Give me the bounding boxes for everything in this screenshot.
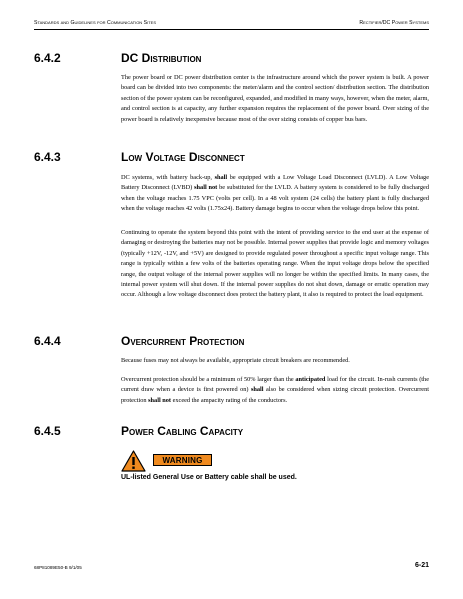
section-title: Overcurrent Protection [121, 334, 245, 348]
emphasis-anticipated: anticipated [295, 376, 326, 383]
section-number: 6.4.3 [34, 150, 61, 164]
header-right-title: Rectifier/DC Power Systems [359, 20, 429, 26]
warning-triangle-icon [121, 450, 146, 472]
warning-text: UL-listed General Use or Battery cable shall be used. [121, 474, 297, 481]
paragraph: DC systems, with battery back-up, shall be equipped with a Low Voltage Load Disconnect (LVLD). A Low Voltage Battery Disconnect (LVBD) shall not be substituted for the LVLD. A battery system is considered to be fully discharged when the voltage reaches 1.75 VPC (volts per cell). In a 48 volt system (24 cells) the battery plant is fully discharged when the voltage reaches 42 volts (1.75x24). Battery damage begins to occur when the voltage drops below this point. [121, 174, 430, 213]
section-title: DC Distribution [121, 51, 202, 65]
emphasis-shall: shall [250, 386, 264, 394]
header-rule [34, 29, 429, 30]
section-title: Power Cabling Capacity [121, 424, 244, 438]
footer-document-id: 68P81089E50-B 9/1/05 [34, 565, 82, 570]
paragraph: Continuing to operate the system beyond this point with the intent of providing service to the end user at the expense of damaging or destroying the batteries may not be possible. Internal power supplies that provide logic and memory voltages (typically +12V, -12V, and +5V) are designed to provide regulated power throughout a specific input voltage range. This range is typically within a few volts of the batteries operating range. When the input voltage drops below the specified range, the output voltage of the internal power supplies will no longer be within the specified limits. In many cases, the internal power system will shut down. If the internal power supplies do not shut down, damage or erratic operation may occur. Although a low voltage disconnect does protect the battery plant, it also is required to protect the load equipment. [121, 229, 429, 299]
paragraph: Overcurrent protection should be a minimum of 50% larger than the anticipated load for the circuit. In-rush currents (the current draw when a device is first powered on) shall also be considered when sizing circuit protection. Overcurrent protection shall not exceed the ampacity rating of the conductors. [121, 376, 429, 404]
emphasis-shall: shall [214, 174, 228, 181]
emphasis-shall-not: shall not [148, 396, 172, 404]
section-number: 6.4.5 [34, 424, 61, 438]
section-number: 6.4.2 [34, 51, 61, 65]
paragraph: The power board or DC power distribution center is the infrastructure around which the power system is built. A power board can be divided into two components: the meter/alarm and the control section/ distribution section. The distribution section of the power system can be reconfigured, expanded, and modified in many ways, however, when the meter, alarm, and control section is at capacity, any further expansion requires the replacement of the power board. Over sizing of the power board is relatively inexpensive because most of the over sizing consists of copper bus bars. [121, 74, 429, 123]
page-number: 6-21 [414, 562, 429, 569]
section-number: 6.4.4 [34, 334, 61, 348]
emphasis-shall-not: shall not [194, 184, 218, 192]
header-left-title: Standards and Guidelines for Communication Sites [34, 20, 156, 26]
paragraph: Because fuses may not always be available, appropriate circuit breakers are recommended. [121, 357, 350, 364]
section-title: Low Voltage Disconnect [121, 150, 245, 164]
warning-label: WARNING [153, 454, 212, 466]
